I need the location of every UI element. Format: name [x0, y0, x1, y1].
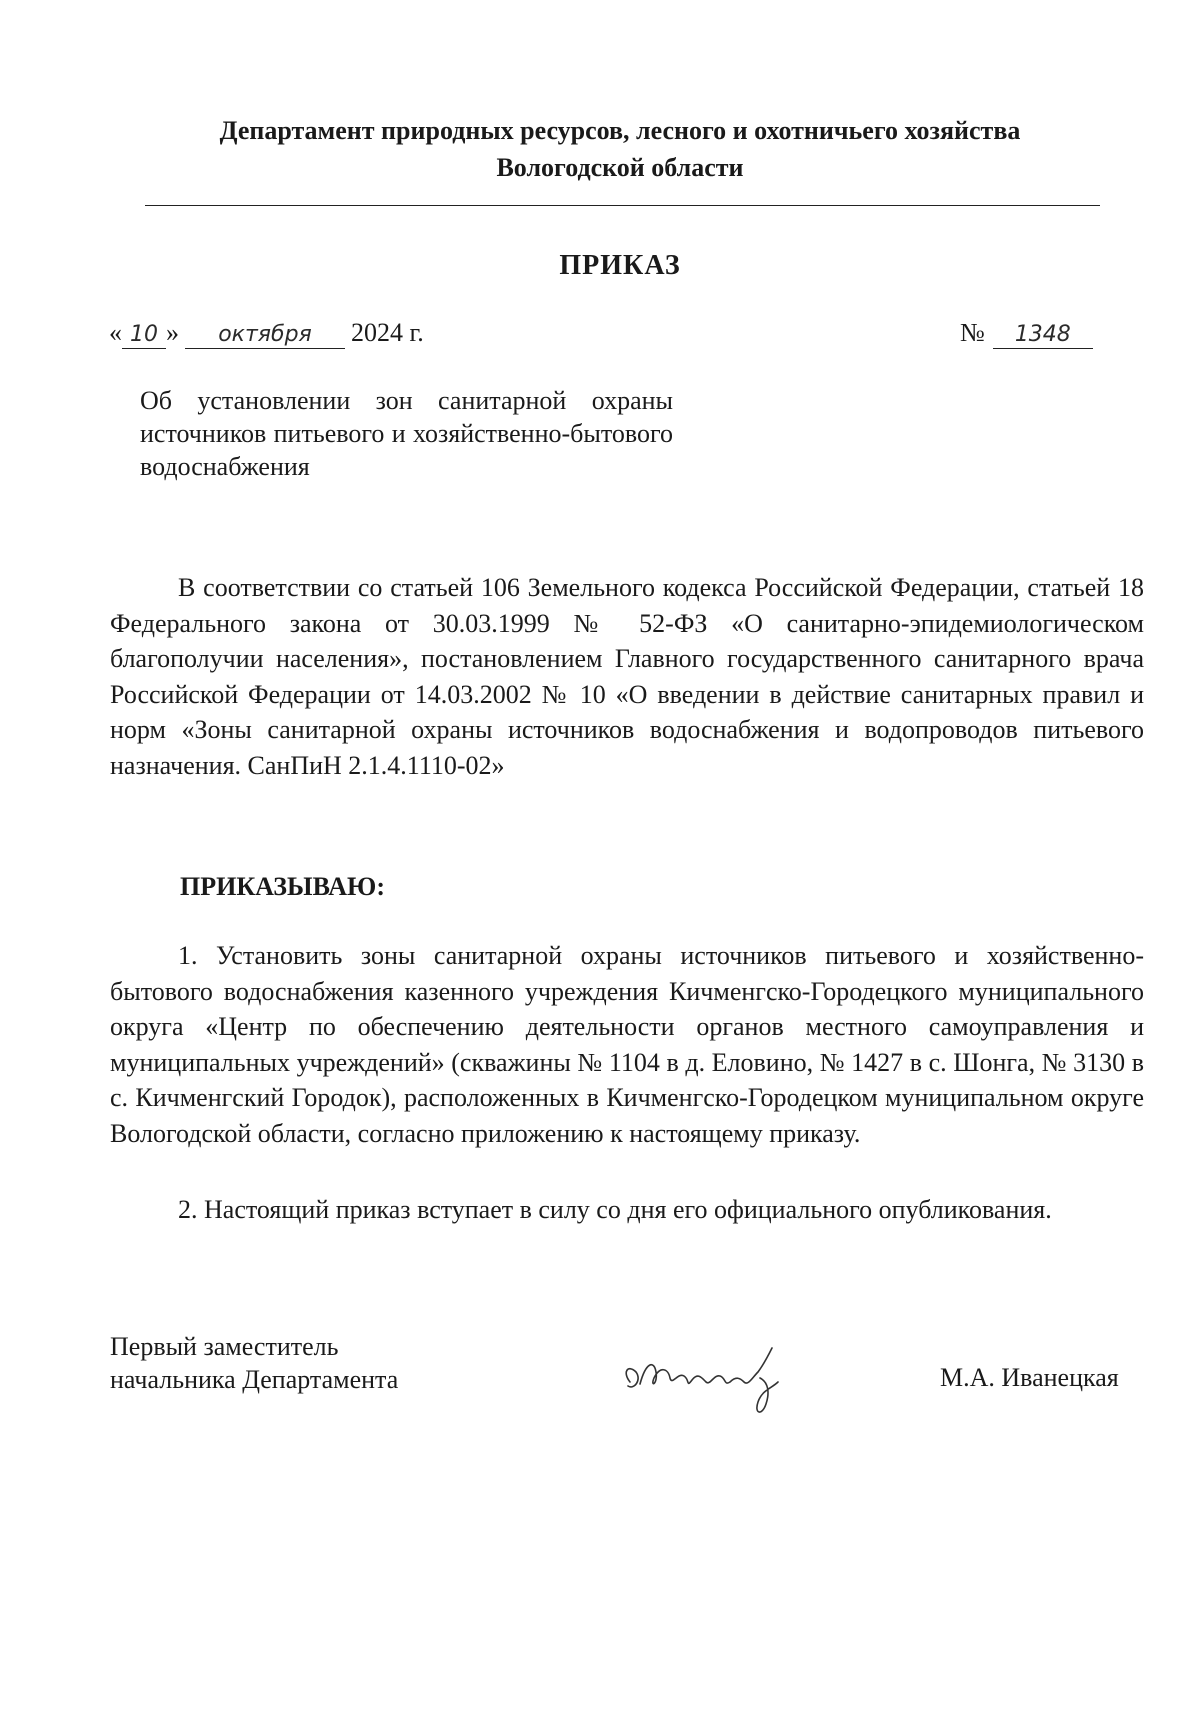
date-close-quote: »: [166, 318, 179, 347]
date-year: 2024 г.: [351, 318, 424, 347]
handwritten-signature: [620, 1342, 820, 1422]
document-title: ПРИКАЗ: [559, 250, 681, 281]
order-item-2: 2. Настоящий приказ вступает в силу со дня его официального опубликования.: [178, 1195, 1052, 1224]
document-date: [109, 318, 424, 349]
signatory-position: [110, 1330, 398, 1396]
order-item-1: 1. Установить зоны санитарной охраны источников питьевого и хозяйственно-бытового водоснабжения казенного учреждения Кичменгско-Городецкого муниципального округа «Центр по обеспечению деятельности органов местного самоуправления и муниципальных учреждений» (скважины № 1104 в д. Еловино, № 1427 в с. Шонга, № 3130 в с. Кичменгский Городок), расположенных в Кичменгско-Городецком муниципальном округе Вологодской области, согласно приложению к настоящему приказу.: [110, 941, 1144, 1148]
document-subject: Об установлении зон санитарной охраны источников питьевого и хозяйственно-бытового водоснабжения: [140, 386, 673, 481]
number-value: 1348: [993, 322, 1093, 349]
header-divider: [145, 205, 1100, 206]
preamble-paragraph: В соответствии со статьей 106 Земельного кодекса Российской Федерации, статьей 18 Федерального закона от 30.03.1999 № 52-ФЗ «О санитарно-эпидемиологическом благополучии населения», постановлением Главного государственного санитарного врача Российской Федерации от 14.03.2002 № 10 «О введении в действие санитарных правил и норм «Зоны санитарной охраны источников водоснабжения и водопроводов питьевого назначения. СанПиН 2.1.4.1110-02»: [110, 573, 1144, 780]
signatory-position-line1: Первый заместитель: [110, 1332, 339, 1361]
document-number: [960, 318, 1093, 349]
date-open-quote: «: [109, 318, 122, 347]
order-directive: ПРИКАЗЫВАЮ:: [180, 872, 385, 901]
organization-header: [140, 112, 1100, 186]
signatory-name: М.А. Иванецкая: [940, 1363, 1119, 1392]
number-label: №: [960, 318, 985, 347]
date-month: октября: [185, 322, 345, 349]
organization-name-line2: Вологодской области: [496, 153, 744, 182]
date-day: 10: [122, 322, 166, 349]
organization-name-line1: Департамент природных ресурсов, лесного и охотничьего хозяйства: [219, 116, 1021, 145]
signatory-position-line2: начальника Департамента: [110, 1365, 399, 1394]
